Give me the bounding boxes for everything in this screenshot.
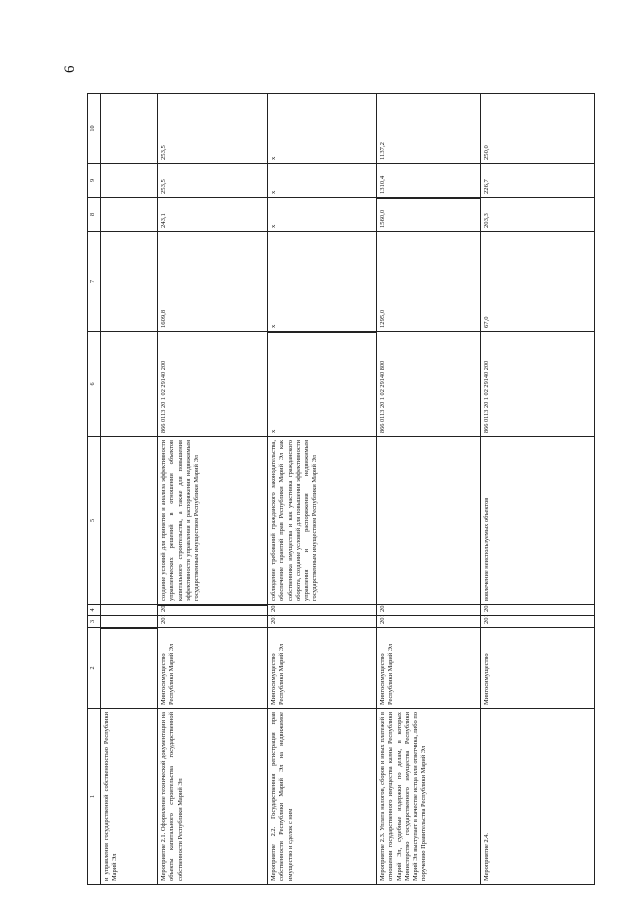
table-row-0-col-5 bbox=[100, 437, 157, 605]
program-table bbox=[87, 93, 533, 885]
header-col-6: 6 bbox=[87, 332, 100, 437]
table-row-2-col-5: соблюдение требований гражданского законодательства, обеспечение гарантий прав Республики Марий Эл как собственника имущества и как участника гражданского оборота, создание условий для повышения эффективности управления и распоряжения недвижимым государственным имуществом Республики Марий Эл bbox=[267, 437, 376, 605]
header-col-4: 4 bbox=[87, 605, 100, 616]
table-row-1-col-3: 2013 bbox=[157, 616, 267, 628]
table-row-4-col-3: 2013 bbox=[480, 616, 595, 628]
table-row-4-col-10: 250,0 bbox=[480, 93, 595, 164]
table-row-1-col-5: создание условий для принятия и анализа эффективности управленческих решений в отношении объектов капитального строительства, а также для повышения эффективности управления и распоряжения недвижимым государственным имуществом Республики Марий Эл bbox=[157, 437, 267, 605]
table-row-4-col-4: 2025 bbox=[480, 605, 595, 616]
table-row-4-col-6: 866 0113 20 1 02 29140 200 bbox=[480, 332, 595, 437]
table-row-0-col-2 bbox=[100, 628, 157, 709]
table-row-0-col-9 bbox=[100, 164, 157, 198]
header-col-1: 1 bbox=[87, 709, 100, 885]
table-row-2-col-7: x bbox=[267, 232, 376, 332]
table-row-3-col-4: 2025 bbox=[376, 605, 480, 616]
table-row-3-col-7: 1295,0 bbox=[376, 232, 480, 332]
table-row-2-col-8: x bbox=[267, 198, 376, 232]
table-row-1-col-2: Мингосимущество Республики Марий Эл bbox=[157, 628, 267, 709]
table-row-0-col-1: и управления государственной собственностью Республики Марий Эл bbox=[100, 709, 157, 885]
table-row-2-col-3: 2013 bbox=[267, 616, 376, 628]
table-row-3-col-5 bbox=[376, 437, 480, 605]
table-row-1-col-4: 2025 bbox=[157, 605, 267, 616]
header-col-3: 3 bbox=[87, 616, 100, 628]
header-col-8: 8 bbox=[87, 198, 100, 232]
table-row-2-col-9: x bbox=[267, 164, 376, 198]
table-row-1-col-6: 866 0113 20 1 02 29140 200 bbox=[157, 332, 267, 437]
table-row-0-col-8 bbox=[100, 198, 157, 232]
table-row-0-col-4 bbox=[100, 605, 157, 616]
table-row-4-col-1: Мероприятие 2.4. bbox=[480, 709, 595, 885]
table-row-2-col-2: Мингосимущество Республики Марий Эл bbox=[267, 628, 376, 709]
table-row-1-col-8: 243,1 bbox=[157, 198, 267, 232]
table-row-2-col-4: 2025 bbox=[267, 605, 376, 616]
table-row-3-col-3: 2013 bbox=[376, 616, 480, 628]
table-row-4-col-7: 67,0 bbox=[480, 232, 595, 332]
header-col-7: 7 bbox=[87, 232, 100, 332]
table-row-3-col-10: 1137,2 bbox=[376, 93, 480, 164]
header-col-2: 2 bbox=[87, 628, 100, 709]
header-col-5: 5 bbox=[87, 437, 100, 605]
table-row-2-col-1: Мероприятие 2.2. Государственная регистрация прав собственности Республики Марий Эл на недвижимое имущество и сделок с ним bbox=[267, 709, 376, 885]
table-row-3-col-9: 1310,4 bbox=[376, 164, 480, 198]
header-col-10: 10 bbox=[87, 93, 100, 164]
table-row-3-col-6: 866 0113 20 1 02 29140 800 bbox=[376, 332, 480, 437]
table-row-4-col-2: Мингосимущество bbox=[480, 628, 595, 709]
table-row-4-col-5: вовлечение неиспользуемых объектов bbox=[480, 437, 595, 605]
table-row-4-col-8: 203,3 bbox=[480, 198, 595, 232]
table-row-1-col-9: 253,5 bbox=[157, 164, 267, 198]
header-col-9: 9 bbox=[87, 164, 100, 198]
table-row-4-col-9: 226,7 bbox=[480, 164, 595, 198]
table-row-3-col-2: Мингосимущество Республики Марий Эл bbox=[376, 628, 480, 709]
table-row-0-col-10 bbox=[100, 93, 157, 164]
page-number: 6 bbox=[62, 65, 78, 73]
table-row-1-col-7: 1609,8 bbox=[157, 232, 267, 332]
table-row-0-col-3 bbox=[100, 616, 157, 628]
table-row-1-col-10: 253,5 bbox=[157, 93, 267, 164]
table-row-2-col-10: x bbox=[267, 93, 376, 164]
table-row-2-col-6: x bbox=[267, 332, 376, 437]
table-row-0-col-6 bbox=[100, 332, 157, 437]
table-row-3-col-1: Мероприятие 2.3. Уплата налогов, сборов и иных платежей в отношении государственного имущества казны Республики Марий Эл, судебные издержки по делам, в которых Министерство государственного имущества Республики Марий Эл выступает в качестве истца или ответчика, либо по поручению Правительства Республики Марий Эл bbox=[376, 709, 480, 885]
table-row-3-col-8: 1560,0 bbox=[376, 198, 480, 232]
table-row-0-col-7 bbox=[100, 232, 157, 332]
table-row-1-col-1: Мероприятие 2.1. Оформление технической документации на объекты капитального строительства государственной собственности Республики Марий Эл bbox=[157, 709, 267, 885]
